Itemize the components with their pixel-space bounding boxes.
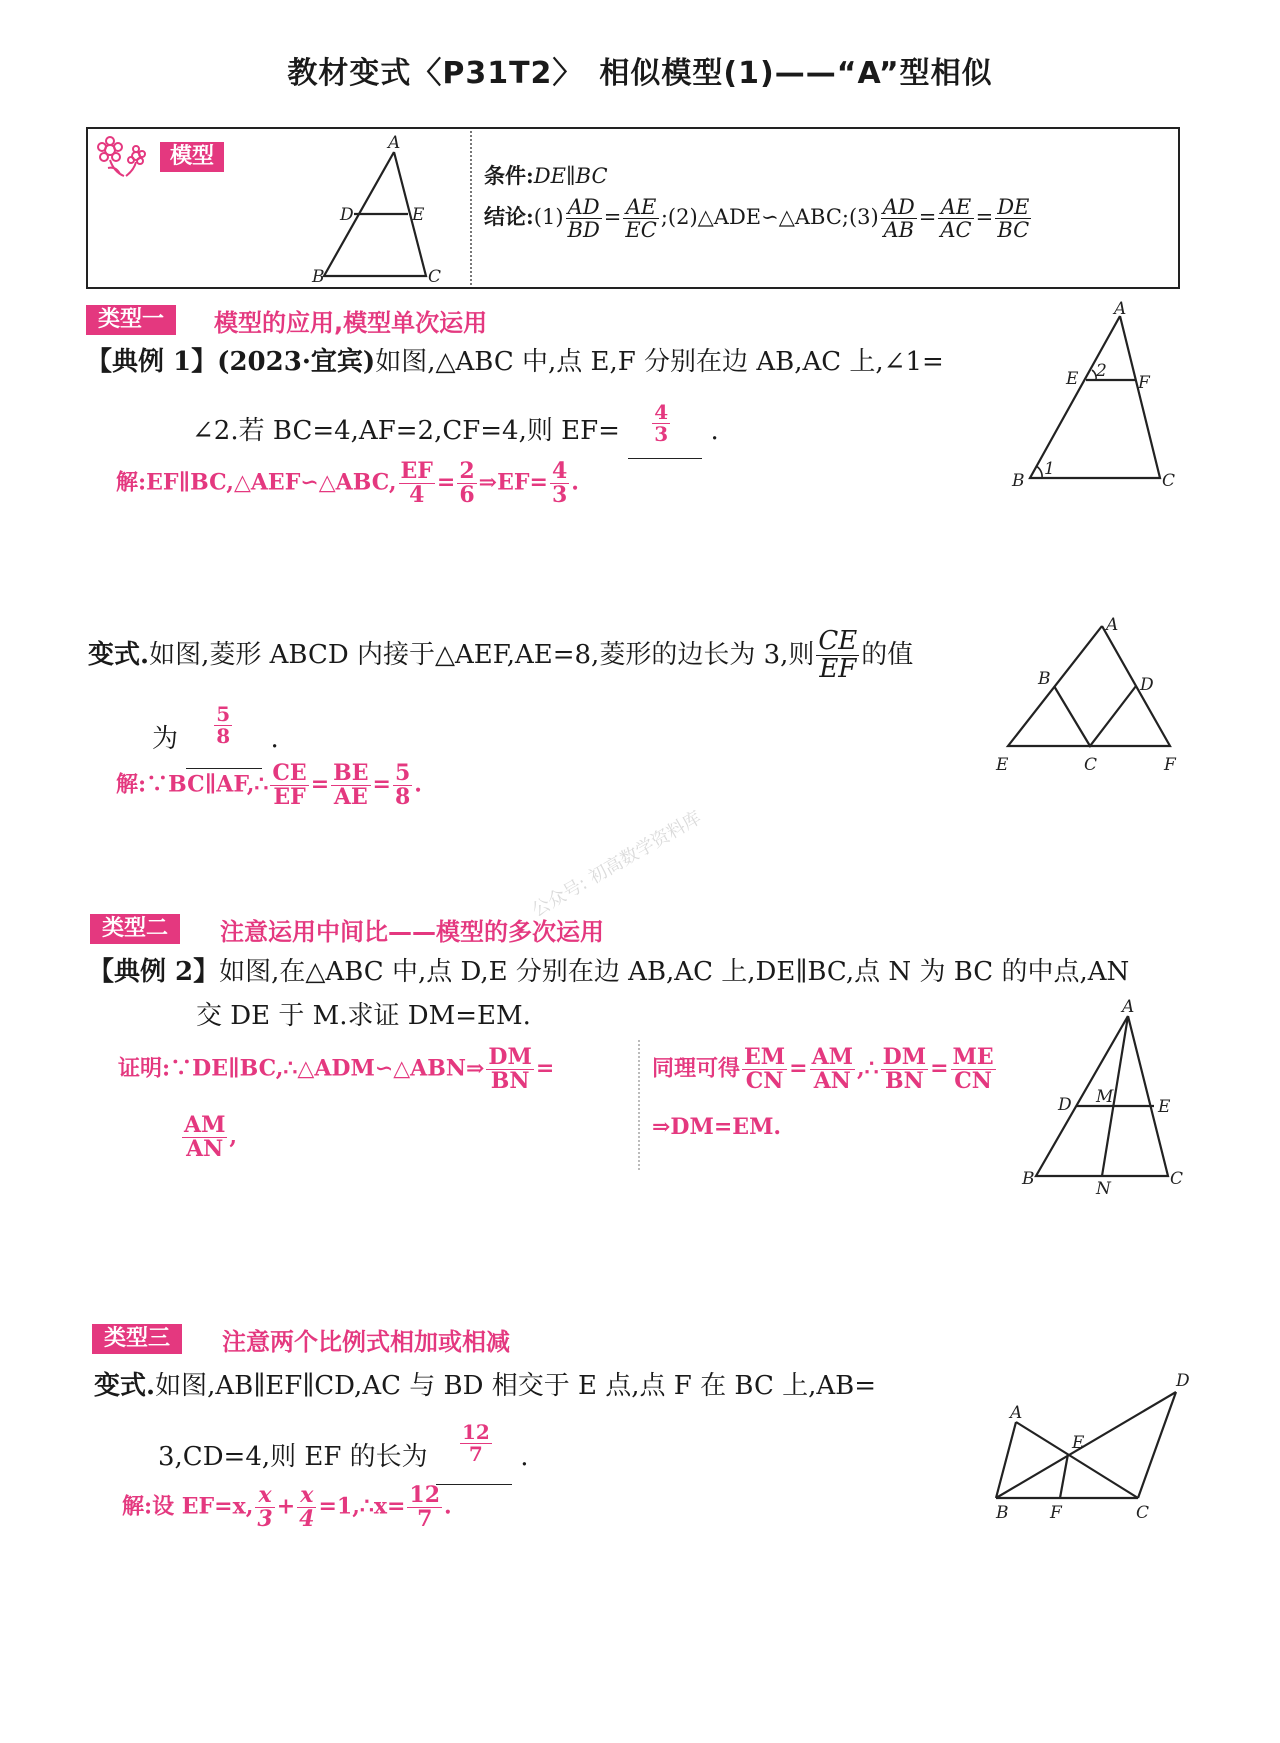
fig1-label-c: C xyxy=(1162,471,1176,491)
example2-conclusion: ⇒DM=EM. xyxy=(652,1114,782,1140)
type2-badge: 类型二 xyxy=(90,914,180,944)
fig3-label-d: D xyxy=(1058,1095,1072,1115)
fig1-angle-1: 1 xyxy=(1044,459,1055,479)
fig2-label-b: B xyxy=(1038,669,1051,689)
fig3-label-c: C xyxy=(1170,1169,1184,1189)
fig3-label-n: N xyxy=(1096,1179,1111,1196)
example1-solution: 解:EF∥BC,△AEF∽△ABC, $\frac{EF}{4}$ = $\frac{2}{6}$ ⇒EF= $\frac{4}{3}$ . xyxy=(116,458,579,509)
example1-line1: 【典例 1】(2023·宜宾)如图,△ABC 中,点 E,F 分别在边 AB,AC 上,∠1= xyxy=(86,347,944,377)
fig2-label-c: C xyxy=(1084,755,1098,775)
fig4-label-e: E xyxy=(1072,1433,1085,1453)
type1-title: 模型的应用,模型单次运用 xyxy=(214,309,488,337)
example1-answer-blank: $\frac{4}{3}$ xyxy=(628,408,702,459)
variant1-figure xyxy=(990,610,1190,780)
model-conclusion: 结论:(1) $\frac{AD}{BD}$ = $\frac{AE}{EC}$ ;(2)△ADE∽△ABC;(3) $\frac{AD}{AB}$ = $\frac{AE}{AC}$ = $\frac{DE}{BC}$ xyxy=(484,195,1030,243)
type2-title: 注意运用中间比——模型的多次运用 xyxy=(220,918,604,946)
fig2-label-d: D xyxy=(1140,675,1154,695)
fig1-label-e: E xyxy=(1066,369,1079,389)
variant1-solution: 解:∵BC∥AF,∴ $\frac{CE}{EF}$ = $\frac{BE}{AE}$ = $\frac{5}{8}$ . xyxy=(116,760,422,811)
fig2-label-e: E xyxy=(996,755,1009,775)
variant1-answer-blank: $\frac{5}{8}$ xyxy=(186,716,262,769)
fig1-label-a: A xyxy=(1114,300,1127,319)
type3-title: 注意两个比例式相加或相减 xyxy=(222,1328,510,1356)
fig2-label-f: F xyxy=(1164,755,1176,775)
label-d: D xyxy=(340,205,354,225)
type3-badge: 类型三 xyxy=(92,1324,182,1354)
label-e: E xyxy=(412,205,425,225)
example1-figure xyxy=(1000,300,1190,500)
model-divider xyxy=(470,131,472,285)
model-condition: 条件:DE∥BC xyxy=(484,163,608,188)
watermark: 公众号: 初高数学资料库 xyxy=(528,807,705,922)
model-badge: 模型 xyxy=(160,142,224,172)
example2-proof-left-2: $\frac{AM}{AN}$ , xyxy=(184,1112,238,1163)
variant3-solution: 解:设 EF=x, $\frac{x}{3}$ + $\frac{x}{4}$ =1,∴x= $\frac{12}{7}$ . xyxy=(122,1482,452,1533)
fig4-label-f: F xyxy=(1050,1503,1062,1523)
variant3-line1: 变式.如图,AB∥EF∥CD,AC 与 BD 相交于 E 点,点 F 在 BC 上,AB= xyxy=(94,1371,877,1401)
fig1-label-f: F xyxy=(1138,373,1150,393)
example2-line2: 交 DE 于 M.求证 DM=EM. xyxy=(196,1001,531,1031)
fig4-label-c: C xyxy=(1136,1503,1150,1523)
variant1-line2: 为 $\frac{5}{8}$ . xyxy=(152,704,279,757)
label-b: B xyxy=(312,267,325,284)
model-triangle-figure xyxy=(300,132,450,284)
fig4-label-b: B xyxy=(996,1503,1009,1523)
fig3-label-m: M xyxy=(1096,1087,1114,1107)
variant3-figure xyxy=(980,1360,1190,1540)
label-c: C xyxy=(428,267,442,284)
page-title: 教材变式〈P31T2〉 相似模型(1)——“A”型相似 xyxy=(287,56,993,91)
flower-icon xyxy=(96,136,158,180)
variant3-answer-blank: $\frac{12}{7}$ xyxy=(436,1434,512,1485)
fig1-label-b: B xyxy=(1012,471,1025,491)
fig2-label-a: A xyxy=(1106,615,1119,635)
example2-proof-right: 同理可得 $\frac{EM}{CN}$ = $\frac{AM}{AN}$ ,∴ $\frac{DM}{BN}$ = $\frac{ME}{CN}$ xyxy=(652,1044,994,1095)
fig1-angle-2: 2 xyxy=(1096,361,1107,381)
example1-line2: ∠2.若 BC=4,AF=2,CF=4,则 EF= $\frac{4}{3}$ . xyxy=(192,398,719,449)
fig3-label-e: E xyxy=(1158,1097,1171,1117)
label-a: A xyxy=(388,133,401,153)
type1-badge: 类型一 xyxy=(86,305,176,335)
fig4-label-a: A xyxy=(1010,1403,1023,1423)
example2-line1: 【典例 2】如图,在△ABC 中,点 D,E 分别在边 AB,AC 上,DE∥BC,点 N 为 BC 的中点,AN xyxy=(88,957,1130,987)
example2-proof-left: 证明:∵DE∥BC,∴△ADM∽△ABN⇒ $\frac{DM}{BN}$ = xyxy=(118,1044,555,1095)
proof-divider xyxy=(638,1040,640,1170)
example2-figure xyxy=(1010,996,1190,1196)
variant1-line1: 变式.如图,菱形 ABCD 内接于△AEF,AE=8,菱形的边长为 3,则 $\frac{CE}{EF}$ 的值 xyxy=(88,626,914,685)
variant3-line2: 3,CD=4,则 EF 的长为 $\frac{12}{7}$ . xyxy=(158,1424,528,1475)
fig3-label-b: B xyxy=(1022,1169,1035,1189)
fig4-label-d: D xyxy=(1176,1371,1190,1391)
fig3-label-a: A xyxy=(1122,997,1135,1017)
